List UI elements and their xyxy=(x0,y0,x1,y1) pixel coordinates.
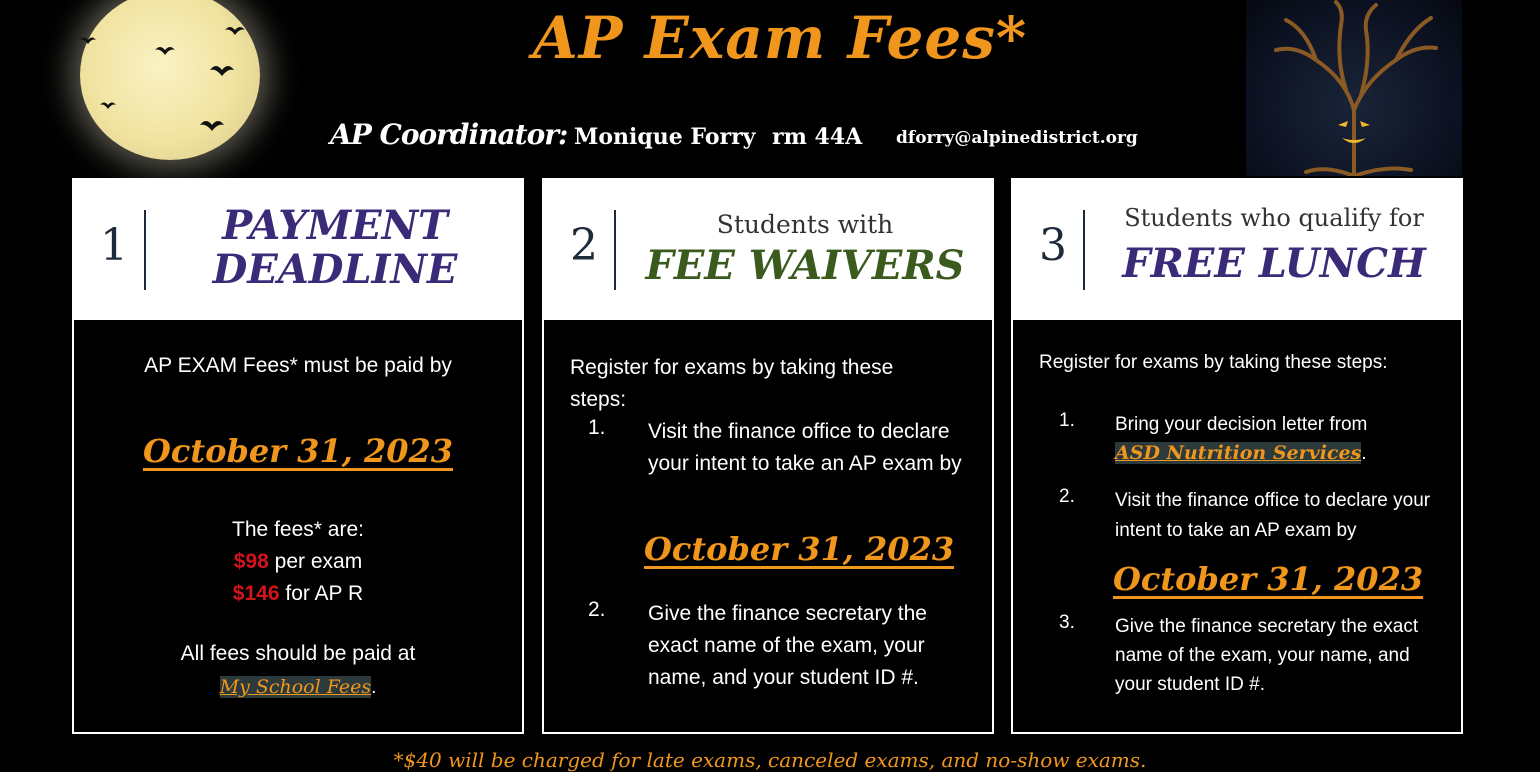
coordinator-label: AP Coordinator: xyxy=(330,118,568,151)
card-body xyxy=(1013,320,1461,732)
deadline-date: October 31, 2023 xyxy=(644,530,955,568)
heading-line-1: PAYMENT xyxy=(222,202,448,249)
fees-list xyxy=(74,514,522,610)
coordinator-email: dforry@alpinedistrict.org xyxy=(896,128,1138,148)
header-divider xyxy=(144,210,146,290)
fee-amount: $146 xyxy=(232,582,280,605)
step-text: Give the finance secretary the exact name of the exam, your name, and your student ID #. xyxy=(648,602,927,689)
link-suffix: . xyxy=(1361,443,1367,464)
card-header xyxy=(1013,180,1461,320)
my-school-fees-link[interactable]: My School Fees xyxy=(219,676,372,698)
step-content xyxy=(1115,410,1441,468)
card-header xyxy=(74,180,522,320)
step-text: Visit the finance office to declare your intent to take an AP exam by xyxy=(1115,490,1431,541)
step-number: 2. xyxy=(588,598,606,621)
card-subheading: Students with xyxy=(716,210,894,239)
asd-nutrition-services-link[interactable]: ASD Nutrition Services xyxy=(1115,442,1362,464)
step-text: Visit the finance office to declare your intent to take an AP exam by xyxy=(648,420,962,475)
fee-waivers-card xyxy=(542,178,994,734)
step-number: 1. xyxy=(1059,410,1075,431)
payment-deadline-card xyxy=(72,178,524,734)
page-title: AP Exam Fees* xyxy=(532,4,1028,72)
card-number: 2 xyxy=(570,220,598,271)
card-intro: Register for exams by taking these steps: xyxy=(570,356,894,411)
fee-desc: per exam xyxy=(274,550,363,573)
footer-note: *$40 will be charged for late exams, canceled exams, and no-show exams. xyxy=(393,748,1147,772)
fees-label: The fees* are: xyxy=(232,518,364,541)
card-body xyxy=(544,320,992,732)
fee-desc: for AP R xyxy=(285,582,364,605)
card-heading xyxy=(148,204,522,292)
deadline-date: October 31, 2023 xyxy=(142,432,454,470)
fee-amount: $98 xyxy=(233,550,269,573)
card-heading: FEE WAIVERS xyxy=(645,242,965,289)
link-row xyxy=(74,676,522,699)
step-text: Bring your decision letter from xyxy=(1115,414,1368,435)
coordinator-room: rm 44A xyxy=(772,124,863,150)
card-header xyxy=(544,180,992,320)
pay-at-text: All fees should be paid at xyxy=(180,642,416,665)
coordinator-name: Monique Forry xyxy=(574,124,756,150)
card-heading: FREE LUNCH xyxy=(1122,240,1426,287)
step-text: Give the finance secretary the exact name of the exam, your name, and your student ID #. xyxy=(1115,616,1419,695)
card-intro: Register for exams by taking these steps: xyxy=(1039,352,1388,373)
card-subheading: Students who qualify for xyxy=(1124,204,1424,232)
step-number: 1. xyxy=(588,416,606,439)
free-lunch-card xyxy=(1011,178,1463,734)
card-number: 1 xyxy=(100,220,128,271)
card-body xyxy=(74,320,522,732)
fee-row-per-exam xyxy=(74,546,522,578)
link-suffix: . xyxy=(371,677,377,698)
link-row xyxy=(1115,439,1441,468)
header-divider xyxy=(614,210,616,290)
card-intro: AP EXAM Fees* must be paid by xyxy=(144,354,452,377)
step-number: 2. xyxy=(1059,486,1075,507)
step-number: 3. xyxy=(1059,612,1075,633)
fee-row-ap-r xyxy=(74,578,522,610)
deadline-date: October 31, 2023 xyxy=(1113,560,1424,598)
card-number: 3 xyxy=(1039,220,1067,271)
heading-line-2: DEADLINE xyxy=(212,246,458,293)
header-divider xyxy=(1083,210,1085,290)
